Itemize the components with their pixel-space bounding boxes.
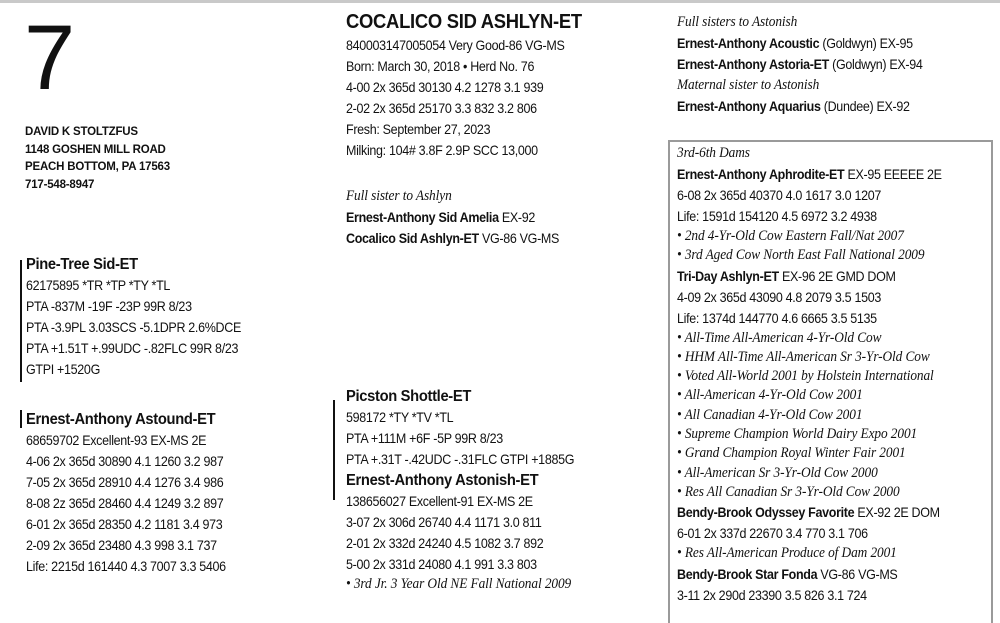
ancestor-record: 3-11 2x 290d 23390 3.5 826 3.1 724 xyxy=(677,587,867,603)
sire-line: PTA -3.9PL 3.03SCS -5.1DPR 2.6%DCE xyxy=(26,320,241,335)
sire-line: GTPI +1520G xyxy=(26,362,100,377)
ancestor-name: Bendy-Brook Star Fonda VG-86 VG-MS xyxy=(677,566,898,582)
dam-reg: 68659702 Excellent-93 EX-MS 2E xyxy=(26,433,207,448)
mgs-line: 598172 *TY *TV *TL xyxy=(346,410,454,425)
dam-record: 6-01 2x 365d 28350 4.2 1181 3.4 973 xyxy=(26,517,223,532)
consignor-name: DAVID K STOLTZFUS xyxy=(25,126,138,138)
ashlyn-sisters-heading: Full sister to Ashlyn xyxy=(346,188,452,204)
ancestor-record: 6-08 2x 365d 40370 4.0 1617 3.0 1207 xyxy=(677,188,881,203)
sire-line: PTA -837M -19F -23P 99R 8/23 xyxy=(26,299,192,314)
sister-entry: Ernest-Anthony Acoustic (Goldwyn) EX-95 xyxy=(677,36,913,51)
ancestor-honor: • Supreme Champion World Dairy Expo 2001 xyxy=(677,426,918,443)
ancestor-honor: • Grand Champion Royal Winter Fair 2001 xyxy=(677,445,906,462)
animal-reg: 840003147005054 Very Good-86 VG-MS xyxy=(346,38,565,53)
animal-milking: Milking: 104# 3.8F 2.9P SCC 13,000 xyxy=(346,143,538,158)
dam-bracket xyxy=(20,410,22,428)
granddam-record: 2-01 2x 332d 24240 4.5 1082 3.7 892 xyxy=(346,536,544,551)
ancestor-name: Bendy-Brook Odyssey Favorite EX-92 2E DOM xyxy=(677,505,940,521)
ancestor-honor: • Res All Canadian Sr 3-Yr-Old Cow 2000 xyxy=(677,483,900,500)
ancestor-record: Life: 1591d 154120 4.5 6972 3.2 4938 xyxy=(677,209,877,224)
sister-entry: Ernest-Anthony Sid Amelia EX-92 xyxy=(346,210,536,225)
ancestor-record: 4-09 2x 365d 43090 4.8 2079 3.5 1503 xyxy=(677,289,881,305)
ancestor-honor: • All-American Sr 3-Yr-Old Cow 2000 xyxy=(677,464,878,481)
sire-block xyxy=(26,254,241,380)
dam-record: 7-05 2x 365d 28910 4.4 1276 3.4 986 xyxy=(26,475,224,490)
animal-born: Born: March 30, 2018 • Herd No. 76 xyxy=(346,59,535,74)
ancestor-honor: • All-American 4-Yr-Old Cow 2001 xyxy=(677,387,863,404)
ancestor-honor: • HHM All-Time All-American Sr 3-Yr-Old Cow xyxy=(677,348,930,365)
astonish-sisters-block xyxy=(677,12,923,117)
animal-record: 4-00 2x 365d 30130 4.2 1278 3.1 939 xyxy=(346,80,544,95)
dam-block xyxy=(26,409,226,577)
mgs-bracket xyxy=(333,400,335,500)
sire-bracket xyxy=(20,260,22,382)
ancestor-honor: • All-Time All-American 4-Yr-Old Cow xyxy=(677,329,882,346)
animal-fresh: Fresh: September 27, 2023 xyxy=(346,122,491,137)
granddam-name: Ernest-Anthony Astonish-ET xyxy=(346,472,539,489)
granddam-record: 5-00 2x 331d 24080 4.1 991 3.3 803 xyxy=(346,557,537,572)
animal-block xyxy=(346,10,582,161)
animal-record: 2-02 2x 365d 25170 3.3 832 3.2 806 xyxy=(346,101,537,116)
sister-entry: Cocalico Sid Ashlyn-ET VG-86 VG-MS xyxy=(346,231,560,246)
ancestor-honor: • All Canadian 4-Yr-Old Cow 2001 xyxy=(677,406,863,423)
top-border xyxy=(0,0,1000,3)
granddam-record: 3-07 2x 306d 26740 4.4 1171 3.0 811 xyxy=(346,515,542,530)
sire-name: Pine-Tree Sid-ET xyxy=(26,256,138,273)
ancestor-honor: • Res All-American Produce of Dam 2001 xyxy=(677,545,897,562)
ancestor-name: Ernest-Anthony Aphrodite-ET EX-95 EEEEE 2E xyxy=(677,167,942,182)
dam-record: 4-06 2x 365d 30890 4.1 1260 3.2 987 xyxy=(26,454,224,469)
sire-line: 62175895 *TR *TP *TY *TL xyxy=(26,278,171,293)
consignor-city: PEACH BOTTOM, PA 17563 xyxy=(25,161,170,173)
lot-number: 7 xyxy=(24,7,76,109)
ancestor-name: Tri-Day Ashlyn-ET EX-96 2E GMD DOM xyxy=(677,268,896,284)
dams-box-heading: 3rd-6th Dams xyxy=(677,145,750,161)
mgs-line: PTA +111M +6F -5P 99R 8/23 xyxy=(346,431,503,446)
maternal-sister-heading: Maternal sister to Astonish xyxy=(677,77,820,93)
consignor-phone: 717-548-8947 xyxy=(25,178,95,191)
dam-record: 8-08 2z 365d 28460 4.4 1249 3.2 897 xyxy=(26,496,224,511)
consignor-address: 1148 GOSHEN MILL ROAD xyxy=(25,143,166,156)
ancestor-honor: • Voted All-World 2001 by Holstein International xyxy=(677,368,934,385)
dam-lifetime: Life: 2215d 161440 4.3 7007 3.3 5406 xyxy=(26,559,226,574)
sire-line: PTA +1.51T +.99UDC -.82FLC 99R 8/23 xyxy=(26,341,239,356)
granddam-honor: • 3rd Jr. 3 Year Old NE Fall National 2009 xyxy=(346,576,572,592)
sister-entry: Ernest-Anthony Astoria-ET (Goldwyn) EX-94 xyxy=(677,57,923,72)
ancestor-honor: • 2nd 4-Yr-Old Cow Eastern Fall/Nat 2007 xyxy=(677,228,904,244)
animal-name: COCALICO SID ASHLYN-ET xyxy=(346,11,582,33)
ancestor-honor: • 3rd Aged Cow North East Fall National 2009 xyxy=(677,247,925,264)
mgs-block xyxy=(346,386,574,594)
sister-entry: Ernest-Anthony Aquarius (Dundee) EX-92 xyxy=(677,99,910,114)
consignor-block xyxy=(25,124,170,194)
mgs-line: PTA +.31T -.42UDC -.31FLC GTPI +1885G xyxy=(346,452,575,467)
dams-box-content xyxy=(677,143,942,606)
mgs-name: Picston Shottle-ET xyxy=(346,388,472,405)
dam-record: 2-09 2x 365d 23480 4.3 998 3.1 737 xyxy=(26,538,217,553)
granddam-reg: 138656027 Excellent-91 EX-MS 2E xyxy=(346,494,533,509)
ancestor-record: Life: 1374d 144770 4.6 6665 3.5 5135 xyxy=(677,310,877,326)
dam-name: Ernest-Anthony Astound-ET xyxy=(26,411,216,428)
ancestor-record: 6-01 2x 337d 22670 3.4 770 3.1 706 xyxy=(677,526,868,542)
ashlyn-sisters-block xyxy=(346,186,559,249)
astonish-sisters-heading: Full sisters to Astonish xyxy=(677,14,798,30)
